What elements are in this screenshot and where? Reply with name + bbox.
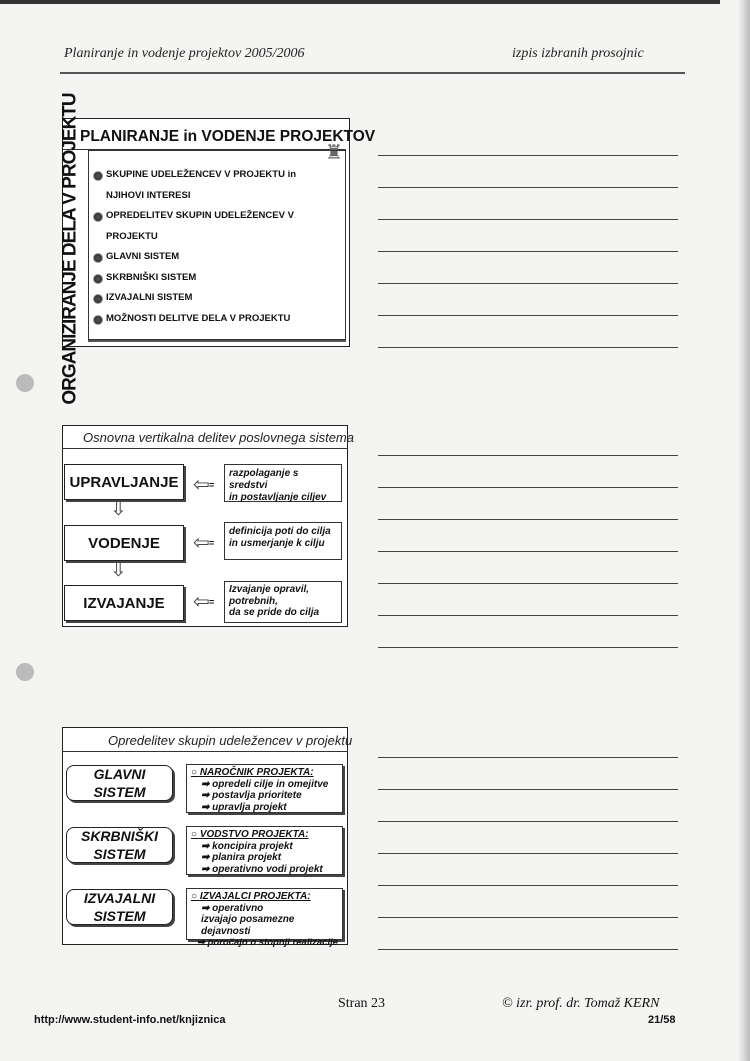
equals-sign: =	[209, 597, 215, 607]
box-glavni-sistem	[66, 765, 173, 801]
desc-line: da se pride do cilja	[229, 607, 320, 618]
box-line: SKRBNIŠKI	[80, 828, 158, 844]
punch-hole	[16, 663, 34, 681]
desc-item: ➡ postavlja prioritete	[201, 790, 302, 801]
note-line	[378, 251, 678, 252]
desc-item: ➡ upravlja projekt	[201, 801, 287, 813]
header-rule	[60, 72, 685, 74]
page-number: Stran 23	[338, 996, 386, 1011]
box-izvajalni-sistem	[66, 889, 173, 925]
bullet-item: SKUPINE UDELEŽENCEV V PROJEKTU in	[92, 165, 296, 186]
desc-upravljanje	[224, 464, 342, 502]
desc-line: in usmerjanje k cilju	[229, 538, 325, 549]
box-line: SISTEM	[93, 846, 146, 862]
desc-heading: ○ NAROČNIK PROJEKTA:	[191, 767, 314, 778]
desc-izvajanje	[224, 581, 342, 623]
note-line	[378, 455, 678, 456]
equals-sign: =	[209, 480, 215, 490]
down-arrow-icon: ⇩	[110, 559, 127, 581]
box-line: IZVAJALNI	[83, 890, 156, 906]
note-line	[378, 757, 678, 758]
desc-item: ➡ opredeli cilje in omejitve	[201, 778, 329, 790]
desc-item: ➡ koncipira projekt	[201, 840, 293, 852]
note-line	[378, 155, 678, 156]
people-icon: ♜	[325, 142, 343, 164]
equals-sign: =	[209, 538, 215, 548]
desc-item: ➡ poročajo o stopnji realizacije	[197, 937, 339, 948]
note-line	[378, 219, 678, 220]
note-line	[378, 647, 678, 648]
note-line	[378, 187, 678, 188]
note-line	[378, 283, 678, 284]
bullet-item: OPREDELITEV SKUPIN UDELEŽENCEV V	[92, 206, 296, 227]
scan-shadow	[738, 0, 750, 1061]
desc-heading: ○ IZVAJALCI PROJEKTA:	[191, 891, 311, 902]
desc-line: Izvajanje opravil,	[229, 584, 310, 595]
bullet-item: MOŽNOSTI DELITVE DELA V PROJEKTU	[92, 309, 296, 330]
desc-vodenje	[224, 522, 342, 560]
desc-heading: ○ VODSTVO PROJEKTA:	[191, 829, 309, 840]
desc-line: in postavljanje ciljev	[229, 492, 327, 503]
slide-2-title: Osnovna vertikalna delitev poslovnega sistema	[83, 430, 354, 445]
note-line	[378, 315, 678, 316]
desc-item: ➡ operativno vodi projekt	[201, 863, 323, 875]
slide-3-title: Opredelitev skupin udeležencev v projektu	[108, 733, 353, 748]
box-skrbniski-sistem	[66, 827, 173, 863]
bullet-item-cont: NJIHOVI INTERESI	[106, 189, 191, 201]
slide-1-bullets	[92, 165, 296, 329]
header-title: Planiranje in vodenje projektov 2005/2006	[64, 46, 305, 61]
note-line	[378, 519, 678, 520]
box-izvajanje: IZVAJANJE	[64, 585, 184, 621]
box-line: SISTEM	[93, 784, 146, 800]
slide-1-title: PLANIRANJE in VODENJE PROJEKTOV	[80, 128, 376, 145]
box-line: SISTEM	[93, 908, 146, 924]
bullet-item: IZVAJALNI SISTEM	[92, 288, 296, 309]
note-line	[378, 347, 678, 348]
source-url[interactable]: http://www.student-info.net/knjiznica	[34, 1014, 226, 1026]
note-line	[378, 789, 678, 790]
desc-narocnik	[186, 764, 343, 813]
note-line	[378, 615, 678, 616]
left-arrow-icon: ⇦	[193, 591, 210, 613]
note-line	[378, 487, 678, 488]
down-arrow-icon: ⇩	[110, 498, 127, 520]
desc-item: ➡ operativno izvajajo posamezne dejavnosti	[201, 902, 295, 937]
bullet-item: SKRBNIŠKI SISTEM	[92, 268, 296, 289]
scan-edge	[0, 0, 720, 4]
note-line	[378, 917, 678, 918]
desc-izvajalci	[186, 888, 343, 948]
desc-line: potrebnih,	[229, 595, 278, 607]
box-line: GLAVNI	[93, 766, 146, 782]
note-line	[378, 885, 678, 886]
desc-vodstvo	[186, 826, 343, 875]
page-count: 21/58	[648, 1014, 676, 1026]
left-arrow-icon: ⇦	[193, 474, 210, 496]
bullet-item: GLAVNI SISTEM	[92, 247, 296, 268]
note-line	[378, 551, 678, 552]
desc-item: ➡ planira projekt	[201, 852, 282, 863]
note-line	[378, 821, 678, 822]
note-line	[378, 949, 678, 950]
slide-1-side-label: ORGANIZIRANJE DELA V PROJEKTU	[60, 93, 81, 405]
left-arrow-icon: ⇦	[193, 532, 210, 554]
note-line	[378, 853, 678, 854]
punch-hole	[16, 374, 34, 392]
desc-line: definicija poti do cilja	[229, 526, 331, 537]
bullet-item-cont: PROJEKTU	[106, 230, 158, 242]
author: © izr. prof. dr. Tomaž KERN	[502, 996, 660, 1011]
note-line	[378, 583, 678, 584]
desc-line: razpolaganje s sredstvi	[229, 468, 299, 491]
header-subtitle: izpis izbranih prosojnic	[512, 46, 644, 61]
box-upravljanje: UPRAVLJANJE	[64, 464, 184, 500]
box-vodenje: VODENJE	[64, 525, 184, 561]
